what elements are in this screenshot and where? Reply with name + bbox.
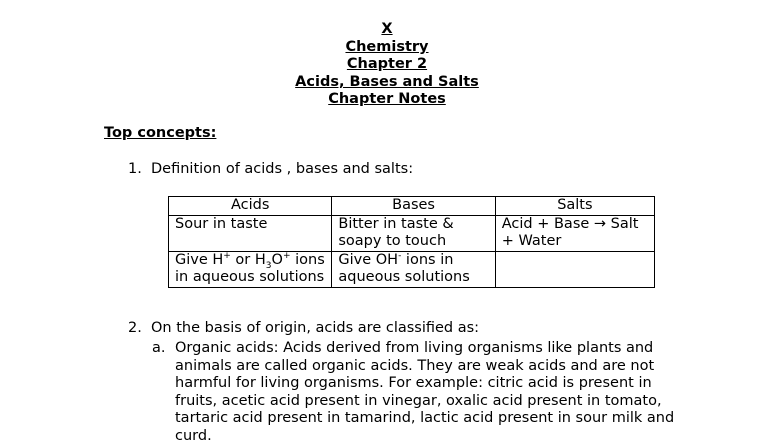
subject-title: Chemistry — [345, 38, 429, 55]
cell-acids-taste: Sour in taste — [169, 215, 332, 251]
header-bases: Bases — [332, 197, 495, 216]
chapter-number: Chapter 2 — [346, 56, 428, 73]
list-number-1: 1. — [128, 161, 142, 177]
table-row — [169, 215, 655, 251]
section-title: Top concepts: — [104, 125, 217, 141]
table-row — [169, 251, 655, 287]
class-label: X — [381, 21, 393, 37]
header-salts: Salts — [495, 197, 654, 216]
cell-bases-ions: Give OH- ions in aqueous solutions — [332, 251, 495, 287]
header-acids: Acids — [169, 197, 332, 216]
cell-salts-formation: Acid + Base → Salt + Water — [495, 215, 654, 251]
cell-bases-taste: Bitter in taste & soapy to touch — [332, 215, 495, 251]
cell-salts-empty — [495, 251, 654, 287]
list-item-1 — [128, 161, 414, 179]
notes-label: Chapter Notes — [328, 91, 446, 108]
list-number-2: 2. — [128, 320, 142, 336]
chapter-title: Acids, Bases and Salts — [295, 73, 479, 90]
document-header — [0, 21, 757, 109]
sub-item-letter-a: a. — [152, 340, 166, 356]
sub-item-a-text: Organic acids: Acids derived from living organisms like plants and animals are called organic acids. They are weak acids and are not harmful for living organisms. For example: citric acid is present in fruits, acetic acid present in vinegar, oxalic acid present in tomato, tartaric acid present in tamarind, lactic acid present in sour milk and curd. — [175, 340, 675, 444]
cell-acids-ions: Give H+ or $H_3O^+$ ions in aqueous solutions — [169, 251, 332, 287]
list-item-2 — [128, 320, 480, 338]
list-text-1: Definition of acids , bases and salts: — [151, 161, 414, 177]
table-header-row — [169, 197, 655, 216]
comparison-table — [168, 196, 655, 288]
list-text-2: On the basis of origin, acids are classified as: — [151, 320, 480, 336]
